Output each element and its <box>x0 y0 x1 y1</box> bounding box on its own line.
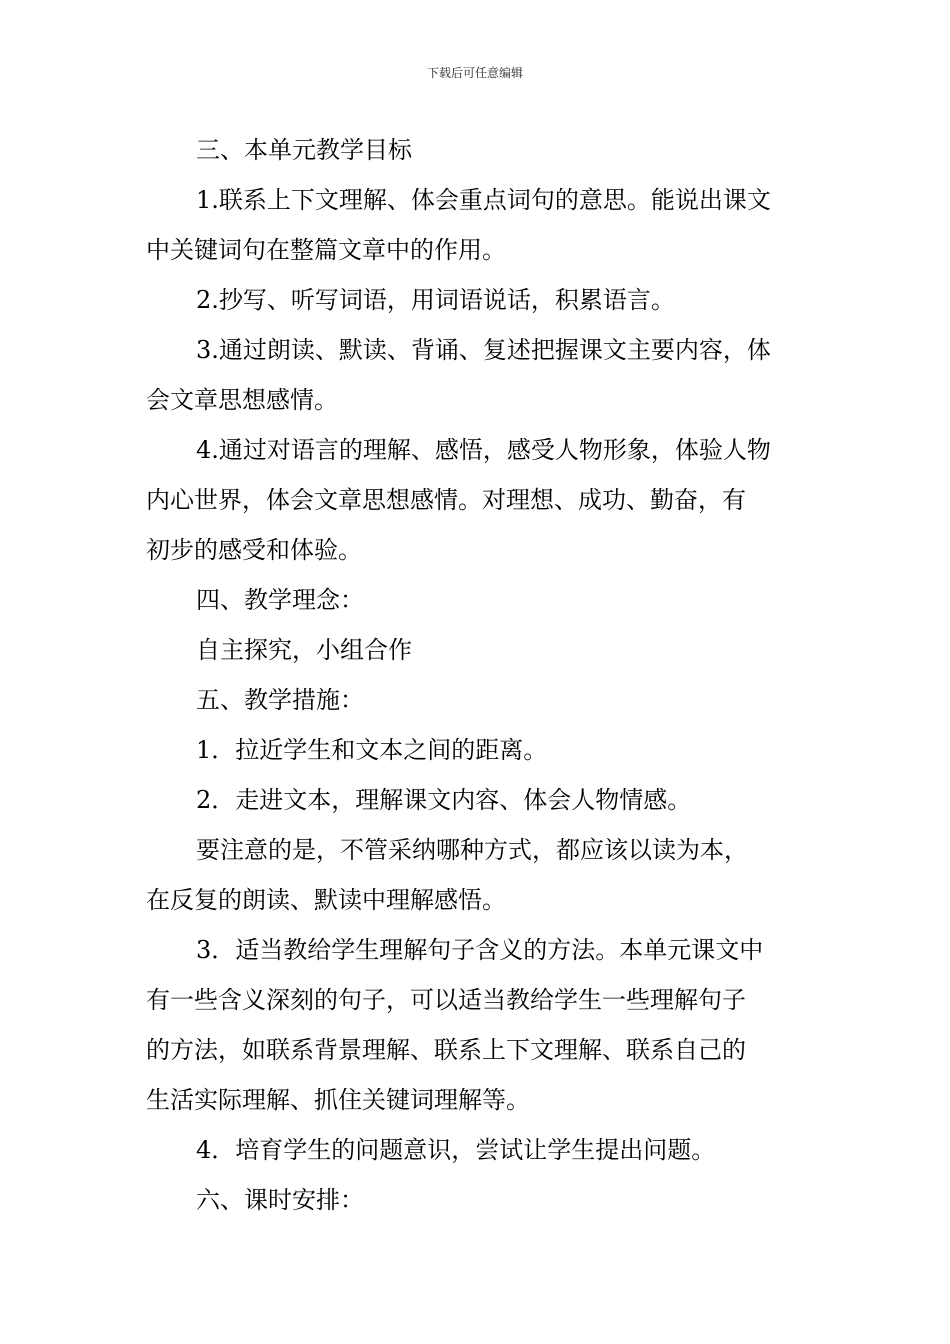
document-body <box>146 125 808 1225</box>
goal-4-line-1: 4.通过对语言的理解、感悟，感受人物形象，体验人物 <box>196 436 771 464</box>
note-line-1: 要注意的是，不管采纳哪种方式，都应该以读为本， <box>196 836 748 864</box>
measure-3-line-4: 生活实际理解、抓住关键词理解等。 <box>146 1086 530 1114</box>
goal-3-line-1: 3.通过朗读、默读、背诵、复述把握课文主要内容，体 <box>196 336 771 364</box>
measure-4: 4．培育学生的问题意识，尝试让学生提出问题。 <box>196 1136 716 1164</box>
goal-3-line-2: 会文章思想感情。 <box>146 386 338 414</box>
section-heading-measures: 五、教学措施： <box>196 686 364 714</box>
section-heading-goals: 三、本单元教学目标 <box>196 136 412 164</box>
measure-2: 2．走进文本，理解课文内容、体会人物情感。 <box>196 786 692 814</box>
philosophy-text: 自主探究，小组合作 <box>196 636 412 664</box>
goal-1-line-1: 1.联系上下文理解、体会重点词句的意思。能说出课文 <box>196 186 771 214</box>
measure-3-line-2: 有一些含义深刻的句子，可以适当教给学生一些理解句子 <box>146 986 746 1014</box>
goal-4-line-3: 初步的感受和体验。 <box>146 536 362 564</box>
measure-3-line-3: 的方法，如联系背景理解、联系上下文理解、联系自己的 <box>146 1036 746 1064</box>
goal-4-line-2: 内心世界，体会文章思想感情。对理想、成功、勤奋，有 <box>146 486 746 514</box>
section-heading-philosophy: 四、教学理念： <box>196 586 364 614</box>
section-heading-schedule: 六、课时安排： <box>196 1186 364 1214</box>
note-line-2: 在反复的朗读、默读中理解感悟。 <box>146 886 506 914</box>
goal-2: 2.抄写、听写词语，用词语说话，积累语言。 <box>196 286 675 314</box>
measure-1: 1．拉近学生和文本之间的距离。 <box>196 736 548 764</box>
goal-1-line-2: 中关键词句在整篇文章中的作用。 <box>146 236 506 264</box>
page-header: 下载后可任意编辑 <box>426 66 523 80</box>
measure-3-line-1: 3．适当教给学生理解句子含义的方法。本单元课文中 <box>196 936 764 964</box>
